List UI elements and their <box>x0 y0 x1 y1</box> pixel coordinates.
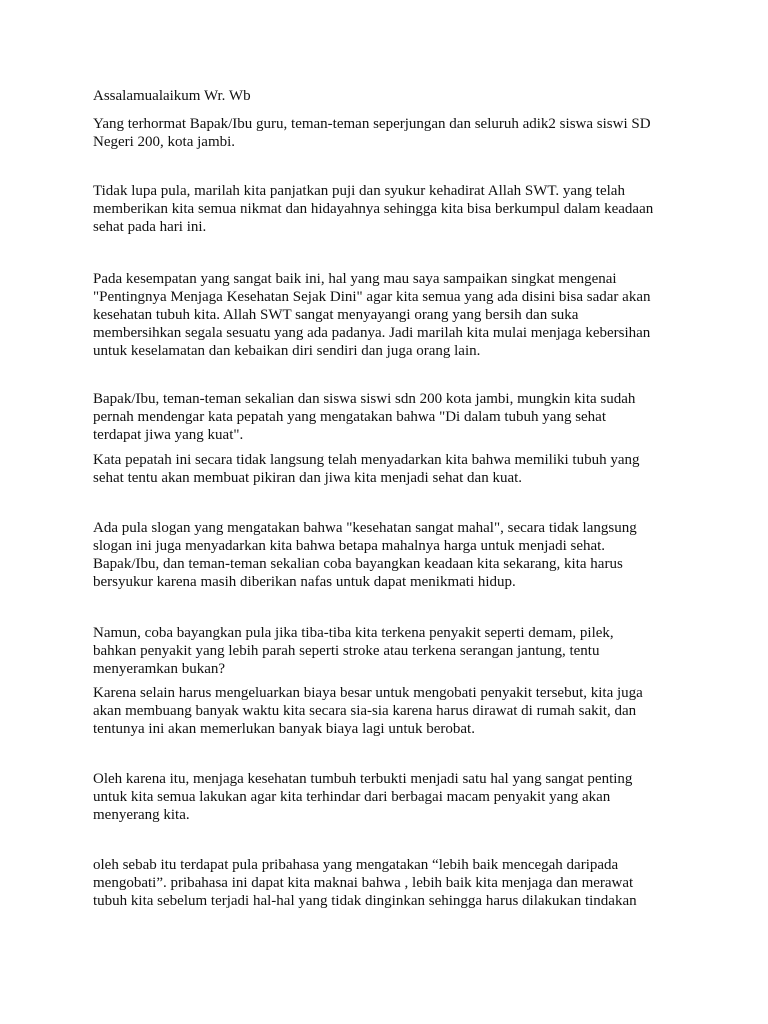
paragraph-line: membersihkan segala sesuatu yang ada padanya. Jadi marilah kita mulai menjaga kebersihan <box>93 325 651 341</box>
paragraph-line: "Pentingnya Menjaga Kesehatan Sejak Dini" agar kita semua yang ada disini bisa sadar akan <box>93 289 651 305</box>
paragraph-line: Negeri 200, kota jambi. <box>93 134 236 150</box>
paragraph-line: tubuh kita sebelum terjadi hal-hal yang tidak dinginkan sehingga harus dilakukan tindakan <box>93 893 637 909</box>
conclusion-paragraph <box>93 770 683 824</box>
paragraph-line: terdapat jiwa yang kuat". <box>93 427 244 443</box>
paragraph-line: mengobati”. pribahasa ini dapat kita maknai bahwa , lebih baik kita menjaga dan merawat <box>93 875 634 891</box>
paragraph-line: tentunya ini akan memerlukan banyak biaya lagi untuk berobat. <box>93 721 475 737</box>
greeting-paragraph <box>93 87 683 105</box>
paragraph-line: Bapak/Ibu, dan teman-teman sekalian coba bayangkan keadaan kita sekarang, kita harus <box>93 556 623 572</box>
paragraph-line: oleh sebab itu terdapat pula pribahasa yang mengatakan “lebih baik mencegah daripada <box>93 857 619 873</box>
cost-paragraph <box>93 684 683 738</box>
paragraph-line: Yang terhormat Bapak/Ibu guru, teman-teman seperjungan dan seluruh adik2 siswa siswi SD <box>93 116 651 132</box>
slogan-paragraph <box>93 519 683 591</box>
paragraph-line: Assalamualaikum Wr. Wb <box>93 88 251 104</box>
salutation-paragraph <box>93 115 683 151</box>
paragraph-line: sehat tentu akan membuat pikiran dan jiwa kita menjadi sehat dan kuat. <box>93 470 523 486</box>
paragraph-line: Ada pula slogan yang mengatakan bahwa "kesehatan sangat mahal", secara tidak langsung <box>93 520 637 536</box>
paragraph-line: bersyukur karena masih diberikan nafas untuk dapat menikmati hidup. <box>93 574 516 590</box>
paragraph-line: Namun, coba bayangkan pula jika tiba-tiba kita terkena penyakit seperti demam, pilek, <box>93 625 614 641</box>
proverb-meaning-paragraph <box>93 451 683 487</box>
paragraph-line: Bapak/Ibu, teman-teman sekalian dan siswa siswi sdn 200 kota jambi, mungkin kita sudah <box>93 391 636 407</box>
paragraph-line: sehat pada hari ini. <box>93 219 207 235</box>
prevention-paragraph <box>93 856 683 910</box>
gratitude-paragraph <box>93 182 683 236</box>
paragraph-line: kesehatan tubuh kita. Allah SWT sangat menyayangi orang yang bersih dan suka <box>93 307 579 323</box>
paragraph-line: bahkan penyakit yang lebih parah seperti stroke atau terkena serangan jantung, tentu <box>93 643 600 659</box>
paragraph-line: menyeramkan bukan? <box>93 661 226 677</box>
paragraph-line: untuk keselamatan dan kebaikan diri sendiri dan juga orang lain. <box>93 343 481 359</box>
paragraph-line: pernah mendengar kata pepatah yang mengatakan bahwa "Di dalam tubuh yang sehat <box>93 409 607 425</box>
paragraph-line: akan membuang banyak waktu kita secara sia-sia karena harus dirawat di rumah sakit, dan <box>93 703 637 719</box>
paragraph-line: menyerang kita. <box>93 807 190 823</box>
illness-paragraph <box>93 624 683 678</box>
paragraph-line: slogan ini juga menyadarkan kita bahwa betapa mahalnya harga untuk menjadi sehat. <box>93 538 606 554</box>
paragraph-line: Pada kesempatan yang sangat baik ini, hal yang mau saya sampaikan singkat mengenai <box>93 271 617 287</box>
paragraph-line: Kata pepatah ini secara tidak langsung telah menyadarkan kita bahwa memiliki tubuh yang <box>93 452 640 468</box>
topic-paragraph <box>93 270 683 360</box>
paragraph-line: untuk kita semua lakukan agar kita terhindar dari berbagai macam penyakit yang akan <box>93 789 611 805</box>
proverb-intro-paragraph <box>93 390 683 444</box>
paragraph-line: memberikan kita semua nikmat dan hidayahnya sehingga kita bisa berkumpul dalam keadaan <box>93 201 654 217</box>
paragraph-line: Oleh karena itu, menjaga kesehatan tumbuh terbukti menjadi satu hal yang sangat penting <box>93 771 633 787</box>
paragraph-line: Tidak lupa pula, marilah kita panjatkan puji dan syukur kehadirat Allah SWT. yang telah <box>93 183 625 199</box>
paragraph-line: Karena selain harus mengeluarkan biaya besar untuk mengobati penyakit tersebut, kita juga <box>93 685 643 701</box>
